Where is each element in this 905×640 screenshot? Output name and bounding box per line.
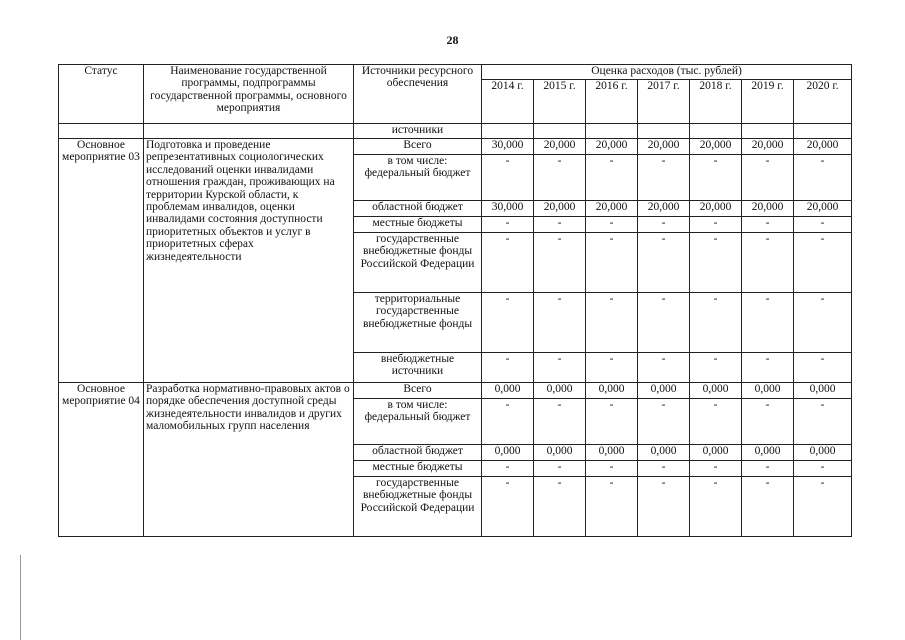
value-cell: -: [586, 233, 638, 293]
value-cell: -: [690, 399, 742, 445]
value-cell: -: [690, 353, 742, 383]
source-cell: государственные внебюджетные фонды Российской Федерации: [354, 477, 482, 537]
value-cell: -: [742, 217, 794, 233]
value-cell: -: [534, 233, 586, 293]
value-cell: 20,000: [690, 139, 742, 155]
value-cell: -: [638, 461, 690, 477]
value-cell: -: [690, 293, 742, 353]
source-cell: территориальные государственные внебюджетные фонды: [354, 293, 482, 353]
value-cell: -: [742, 155, 794, 201]
value-cell: 0,000: [586, 383, 638, 399]
value-cell: -: [638, 293, 690, 353]
value-cell: -: [794, 233, 852, 293]
value-cell: -: [742, 477, 794, 537]
value-cell: -: [534, 353, 586, 383]
source-cell: областной бюджет: [354, 445, 482, 461]
carry-status-cell: [59, 124, 144, 139]
value-cell: 20,000: [534, 201, 586, 217]
header-name: Наименование государственной программы, подпрограммы государственной программы, основного мероприятия: [144, 65, 354, 124]
value-cell: 0,000: [482, 383, 534, 399]
value-cell: -: [586, 399, 638, 445]
header-sources: Источники ресурсного обеспечения: [354, 65, 482, 124]
value-cell: 0,000: [534, 383, 586, 399]
source-cell: в том числе: федеральный бюджет: [354, 399, 482, 445]
year-header: 2017 г.: [638, 80, 690, 124]
value-cell: -: [742, 399, 794, 445]
carry-value-cell: [586, 124, 638, 139]
value-cell: -: [742, 461, 794, 477]
year-header: 2015 г.: [534, 80, 586, 124]
carry-value-cell: [482, 124, 534, 139]
value-cell: 30,000: [482, 201, 534, 217]
carry-value-cell: [690, 124, 742, 139]
value-cell: -: [794, 353, 852, 383]
value-cell: -: [638, 155, 690, 201]
value-cell: -: [586, 155, 638, 201]
value-cell: -: [482, 155, 534, 201]
value-cell: -: [742, 293, 794, 353]
value-cell: -: [742, 353, 794, 383]
value-cell: -: [534, 217, 586, 233]
value-cell: 0,000: [690, 383, 742, 399]
value-cell: -: [690, 155, 742, 201]
value-cell: 20,000: [794, 139, 852, 155]
value-cell: -: [534, 293, 586, 353]
source-cell: местные бюджеты: [354, 461, 482, 477]
carry-source-cell: источники: [354, 124, 482, 139]
measure-status: Основное мероприятие 03: [59, 139, 144, 383]
source-cell: Всего: [354, 139, 482, 155]
table-row: [59, 383, 852, 399]
value-cell: 20,000: [638, 139, 690, 155]
value-cell: -: [482, 217, 534, 233]
value-cell: -: [586, 461, 638, 477]
value-cell: -: [794, 461, 852, 477]
value-cell: -: [586, 217, 638, 233]
value-cell: 0,000: [586, 445, 638, 461]
page-number: 28: [446, 33, 459, 47]
measure-name: Подготовка и проведение репрезентативных социологических исследований оценки инвалидами отношения граждан, проживающих на территории Курской области, к проблемам инвалидов, оценки инвалидами состояния доступности приоритетных объектов и услуг в приоритетных сферах жизнедеятельности: [144, 139, 354, 383]
measure-name: Разработка нормативно-правовых актов о порядке обеспечения доступной среды жизнедеятельности инвалидов и других маломобильных групп населения: [144, 383, 354, 537]
value-cell: 0,000: [690, 445, 742, 461]
carry-value-cell: [742, 124, 794, 139]
value-cell: -: [690, 217, 742, 233]
year-header: 2016 г.: [586, 80, 638, 124]
value-cell: -: [534, 155, 586, 201]
value-cell: -: [794, 293, 852, 353]
year-header: 2020 г.: [794, 80, 852, 124]
value-cell: -: [482, 399, 534, 445]
carry-value-cell: [534, 124, 586, 139]
value-cell: -: [482, 477, 534, 537]
scan-edge-line: [20, 555, 21, 640]
value-cell: -: [534, 477, 586, 537]
value-cell: 20,000: [742, 201, 794, 217]
source-cell: областной бюджет: [354, 201, 482, 217]
value-cell: -: [534, 399, 586, 445]
value-cell: 0,000: [534, 445, 586, 461]
value-cell: 20,000: [586, 139, 638, 155]
year-header: 2019 г.: [742, 80, 794, 124]
value-cell: -: [794, 155, 852, 201]
header-status: Статус: [59, 65, 144, 124]
value-cell: -: [482, 353, 534, 383]
value-cell: 0,000: [742, 383, 794, 399]
value-cell: -: [638, 353, 690, 383]
value-cell: -: [534, 461, 586, 477]
value-cell: 0,000: [742, 445, 794, 461]
value-cell: -: [638, 233, 690, 293]
source-cell: местные бюджеты: [354, 217, 482, 233]
year-header: 2018 г.: [690, 80, 742, 124]
value-cell: 0,000: [638, 383, 690, 399]
value-cell: 20,000: [742, 139, 794, 155]
value-cell: -: [638, 399, 690, 445]
value-cell: -: [742, 233, 794, 293]
value-cell: 30,000: [482, 139, 534, 155]
value-cell: -: [690, 233, 742, 293]
value-cell: 0,000: [482, 445, 534, 461]
value-cell: -: [794, 399, 852, 445]
source-cell: Всего: [354, 383, 482, 399]
value-cell: -: [794, 477, 852, 537]
value-cell: 0,000: [794, 383, 852, 399]
value-cell: 20,000: [794, 201, 852, 217]
value-cell: -: [638, 477, 690, 537]
table-row: [59, 139, 852, 155]
value-cell: -: [586, 353, 638, 383]
value-cell: 20,000: [638, 201, 690, 217]
value-cell: -: [638, 217, 690, 233]
value-cell: 20,000: [534, 139, 586, 155]
value-cell: 0,000: [794, 445, 852, 461]
year-header: 2014 г.: [482, 80, 534, 124]
source-cell: в том числе: федеральный бюджет: [354, 155, 482, 201]
value-cell: -: [482, 233, 534, 293]
source-cell: государственные внебюджетные фонды Российской Федерации: [354, 233, 482, 293]
value-cell: -: [482, 293, 534, 353]
value-cell: -: [482, 461, 534, 477]
measure-status: Основное мероприятие 04: [59, 383, 144, 537]
value-cell: 20,000: [586, 201, 638, 217]
source-cell: внебюджетные источники: [354, 353, 482, 383]
carry-value-cell: [638, 124, 690, 139]
value-cell: 0,000: [638, 445, 690, 461]
value-cell: -: [690, 477, 742, 537]
value-cell: -: [690, 461, 742, 477]
carry-name-cell: [144, 124, 354, 139]
carry-value-cell: [794, 124, 852, 139]
value-cell: -: [586, 477, 638, 537]
expenses-table: [58, 64, 852, 537]
value-cell: 20,000: [690, 201, 742, 217]
value-cell: -: [794, 217, 852, 233]
value-cell: -: [586, 293, 638, 353]
header-expenses: Оценка расходов (тыс. рублей): [482, 65, 852, 80]
